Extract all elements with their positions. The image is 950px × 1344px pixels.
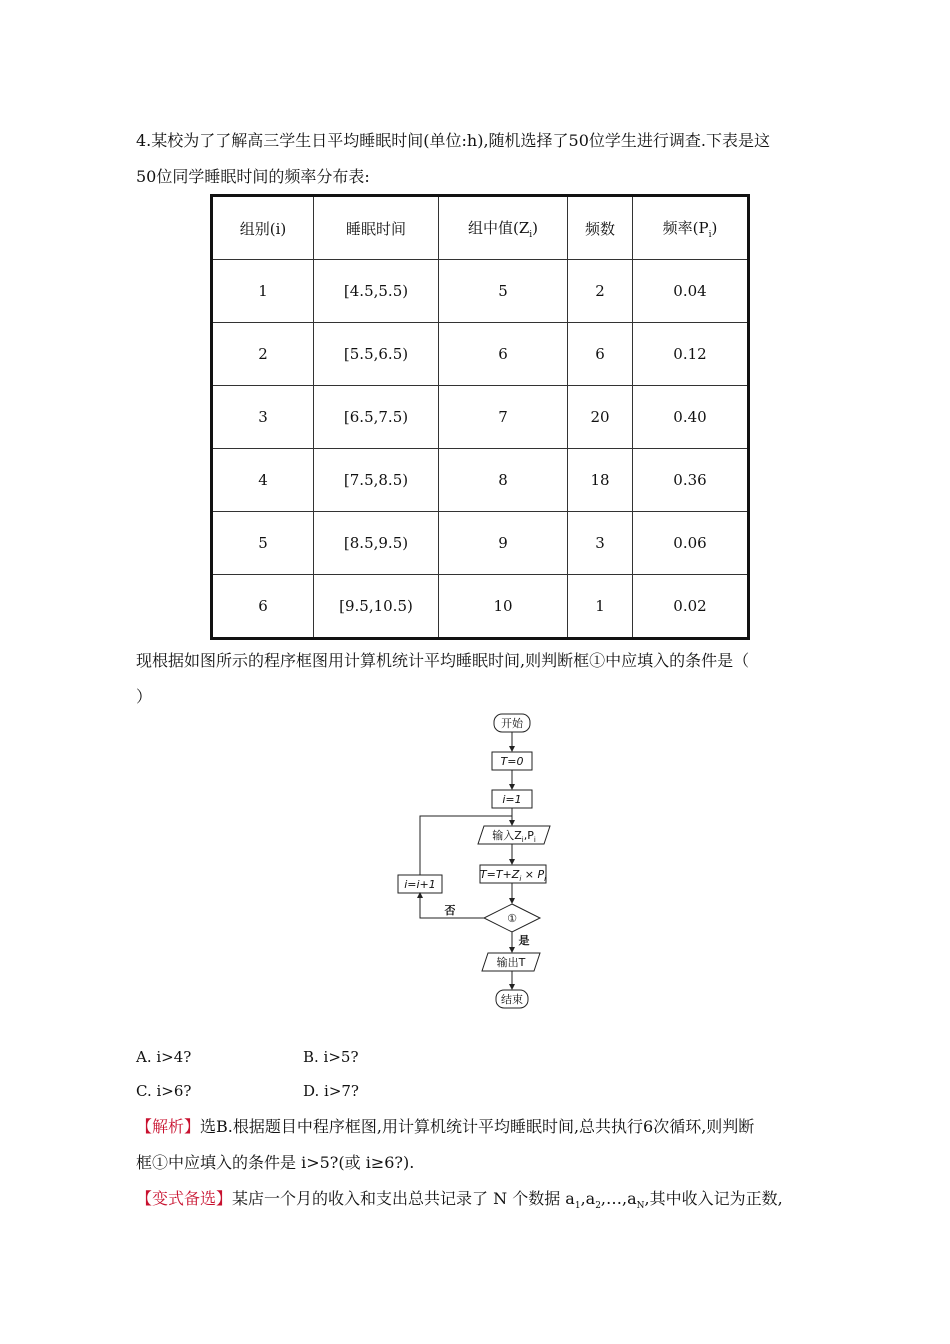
table-row: [212, 386, 749, 449]
table-header-row: [212, 196, 749, 260]
variant-line: 【变式备选】某店一个月的收入和支出总共记录了 N 个数据 $a_1,a_2,\dots,a_N$,其中收入记为正数,: [136, 1189, 783, 1212]
flow-yes-label: 是: [518, 934, 530, 947]
analysis-text-1: 选B.根据题目中程序框图,用计算机统计平均睡眠时间,总共执行6次循环,则判断: [200, 1117, 755, 1136]
question-line-2: 50位同学睡眠时间的频率分布表:: [136, 167, 370, 186]
flow-t0-label: T=0: [500, 755, 524, 768]
question-line-4: ）: [136, 687, 153, 706]
option-a: A. i>4?: [136, 1048, 192, 1066]
frequency-table: [210, 194, 750, 640]
cell-time: [4.5,5.5): [314, 260, 439, 323]
analysis-tag: 【解析】: [136, 1117, 201, 1136]
cell-mid: 7: [439, 386, 568, 449]
header-rate: 频率$(P_i)$: [633, 196, 749, 260]
variant-tag: 【变式备选】: [136, 1189, 233, 1208]
flow-output-label: 输出T: [496, 956, 526, 969]
table-row: [212, 449, 749, 512]
flow-i1-label: i=1: [502, 793, 522, 806]
cell-time: [7.5,8.5): [314, 449, 439, 512]
cell-group: 3: [212, 386, 314, 449]
cell-group: 6: [212, 575, 314, 639]
table-row: [212, 260, 749, 323]
cell-mid: 6: [439, 323, 568, 386]
flow-calc-label: $T=T+Z_i \times P_i$: [479, 868, 547, 883]
cell-mid: 8: [439, 449, 568, 512]
flow-increment-label: i=i+1: [404, 878, 436, 891]
flow-end-label: 结束: [501, 993, 523, 1006]
cell-mid: 5: [439, 260, 568, 323]
cell-rate: 0.12: [633, 323, 749, 386]
loop-return-line: [420, 816, 512, 875]
option-c: C. i>6?: [136, 1082, 192, 1100]
cell-count: 20: [568, 386, 633, 449]
cell-rate: 0.04: [633, 260, 749, 323]
cell-group: 5: [212, 512, 314, 575]
cell-count: 1: [568, 575, 633, 639]
option-b: B. i>5?: [303, 1048, 359, 1066]
cell-rate: 0.06: [633, 512, 749, 575]
cell-count: 3: [568, 512, 633, 575]
analysis-line-2: 框①中应填入的条件是 i>5?(或 i≥6?).: [136, 1153, 415, 1172]
option-d: D. i>7?: [303, 1082, 359, 1100]
header-group: 组别(i): [212, 196, 314, 260]
header-count: 频数: [568, 196, 633, 260]
cell-time: [5.5,6.5): [314, 323, 439, 386]
table-row: [212, 512, 749, 575]
cell-group: 4: [212, 449, 314, 512]
cell-rate: 0.36: [633, 449, 749, 512]
table-row: [212, 323, 749, 386]
header-mid: 组中值$(Z_i)$: [439, 196, 568, 260]
cell-time: [9.5,10.5): [314, 575, 439, 639]
cell-group: 2: [212, 323, 314, 386]
header-time: 睡眠时间: [314, 196, 439, 260]
cell-count: 18: [568, 449, 633, 512]
table-row: [212, 575, 749, 639]
flow-start-label: 开始: [501, 717, 523, 730]
flow-no-label: 否: [444, 904, 456, 917]
cell-group: 1: [212, 260, 314, 323]
flow-condition-label: ①: [507, 912, 517, 925]
question-line-1: 4.某校为了了解高三学生日平均睡眠时间(单位:h),随机选择了50位学生进行调查.下表是这: [136, 131, 770, 150]
cell-mid: 10: [439, 575, 568, 639]
cell-rate: 0.02: [633, 575, 749, 639]
cell-rate: 0.40: [633, 386, 749, 449]
cell-count: 6: [568, 323, 633, 386]
analysis-line-1: [136, 1114, 754, 1137]
cell-count: 2: [568, 260, 633, 323]
cell-time: [6.5,7.5): [314, 386, 439, 449]
cell-time: [8.5,9.5): [314, 512, 439, 575]
question-line-3: 现根据如图所示的程序框图用计算机统计平均睡眠时间,则判断框①中应填入的条件是（: [136, 651, 750, 670]
cell-mid: 9: [439, 512, 568, 575]
flow-input-label: 输入$Z_i,P_i$: [492, 829, 536, 844]
program-flowchart: [390, 708, 560, 1014]
